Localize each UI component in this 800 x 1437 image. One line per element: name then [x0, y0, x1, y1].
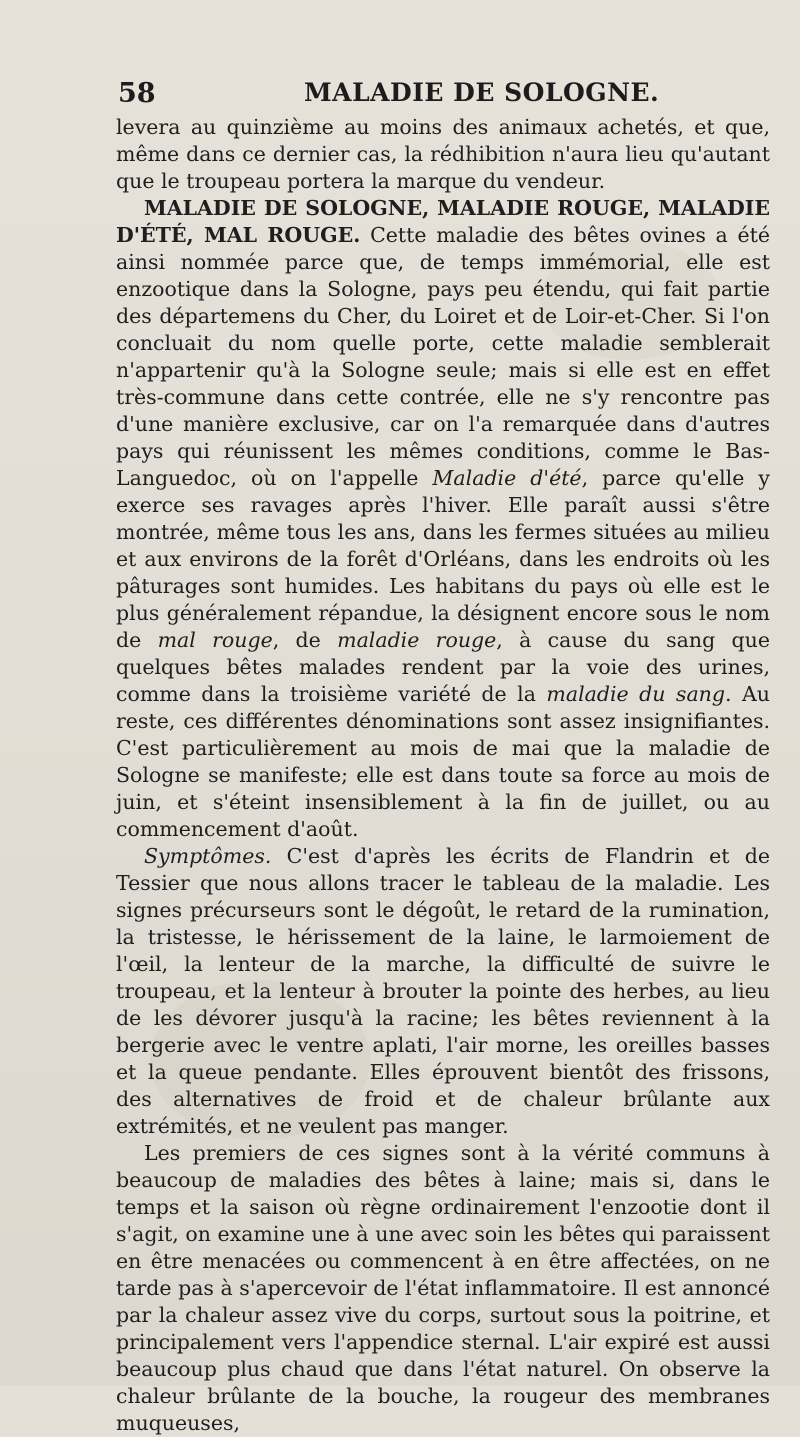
paragraph-text: , à cause du sang que quelques bêtes malades rendent par la voie des urines, comme dans la troisième variété de la — [116, 628, 771, 706]
italic-term: maladie rouge — [337, 628, 497, 652]
italic-term: Maladie d'été — [432, 466, 582, 490]
section-heading: MALADIE DE SOLOGNE, MALADIE ROUGE, MALADIE D'ÉTÉ, MAL ROUGE. — [116, 196, 770, 247]
italic-term: maladie du sang — [546, 682, 725, 706]
paragraph — [116, 114, 770, 195]
paragraph-text: . Au reste, ces différentes dénominations sont assez insignifiantes. C'est particulièrement au mois de mai que la maladie de Sologne se manifeste; elle est dans toute sa force au mois de juin, et s'éteint insensiblement à la fin de juillet, ou au commencement d'août. — [116, 682, 770, 841]
page-header — [112, 74, 772, 114]
paragraph — [116, 843, 770, 1140]
paragraph-text: , parce qu'elle y exerce ses ravages après l'hiver. Elle paraît aussi s'être montrée, même tous les ans, dans les fermes situées au milieu et aux environs de la forêt d'Orléans, dans les endroits où les pâturages sont humides. Les habitans du pays où elle est le plus généralement répandue, la désignent encore sous le nom de — [116, 466, 771, 652]
paragraph-text: C'est d'après les écrits de Flandrin et de Tessier que nous allons tracer le tableau de la maladie. Les signes précurseurs sont le dégoût, le retard de la rumination, la tristesse, le hérissement de la laine, le larmoiement de l'œil, la lenteur de la marche, la difficulté de suivre le troupeau, et la lenteur à brouter la pointe des herbes, au lieu de les dévorer jusqu'à la racine; les bêtes reviennent à la bergerie avec le ventre aplati, l'air morne, les oreilles basses et la queue pendante. Elles éprouvent bientôt des frissons, des alternatives de froid et de chaleur brûlante aux extrémités, et ne veulent pas manger. — [116, 844, 770, 1138]
page-number: 58 — [118, 78, 156, 109]
italic-term: mal rouge — [157, 628, 273, 652]
paragraph-text: , de — [272, 628, 338, 652]
paragraph — [116, 1140, 770, 1437]
running-title: MALADIE DE SOLOGNE. — [304, 78, 660, 107]
body-text — [116, 114, 770, 1437]
subsection-heading: Symptômes. — [144, 844, 272, 868]
paragraph — [116, 195, 770, 843]
paragraph-text: Les premiers de ces signes sont à la vérité communs à beaucoup de maladies des bêtes à laine; mais si, dans le temps et la saison où règne ordinairement l'enzootie dont il s'agit, on examine une à une avec soin les bêtes qui paraissent en être menacées ou commencent à en être affectées, on ne tarde pas à s'apercevoir de l'état inflammatoire. Il est annoncé par la chaleur assez vive du corps, surtout sous la poitrine, et principalement vers l'appendice sternal. L'air expiré est aussi beaucoup plus chaud que dans l'état naturel. On observe la chaleur brûlante de la bouche, la rougeur des membranes muqueuses, — [116, 1141, 770, 1435]
paragraph-text: Cette maladie des bêtes ovines a été ainsi nommée parce que, de temps immémorial, elle est enzootique dans la Sologne, pays peu étendu, qui fait partie des départemens du Cher, du Loiret et de Loir-et-Cher. Si l'on concluait du nom quelle porte, cette maladie semblerait n'appartenir qu'à la Sologne seule; mais si elle est en effet très-commune dans cette contrée, elle ne s'y rencontre pas d'une manière exclusive, car on l'a remarquée dans d'autres pays qui réunissent les mêmes conditions, comme le Bas-Languedoc, où on l'appelle — [116, 223, 770, 490]
paragraph-text: levera au quinzième au moins des animaux achetés, et que, même dans ce dernier cas, la rédhibition n'aura lieu qu'autant que le troupeau portera la marque du vendeur. — [116, 115, 770, 193]
